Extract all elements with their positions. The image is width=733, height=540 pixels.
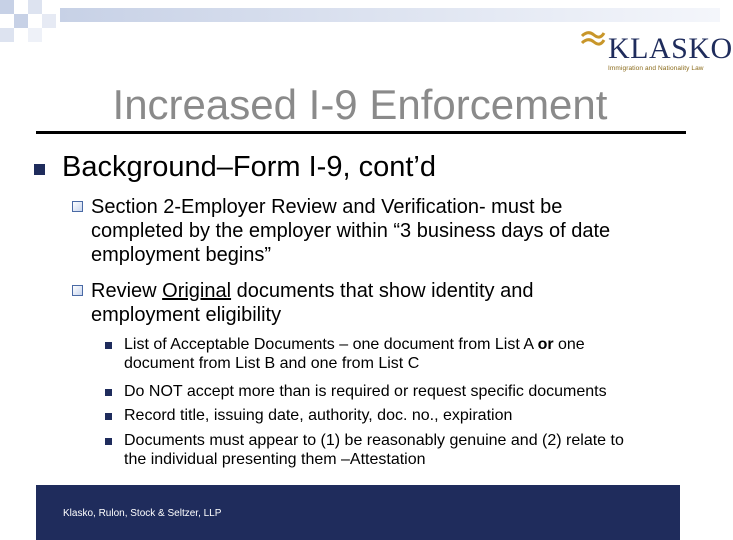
- logo-tagline: Immigration and Nationality Law: [608, 65, 704, 72]
- main-bullet: Background–Form I-9, cont’d: [62, 151, 436, 183]
- detail-item: [124, 431, 624, 469]
- bold-word: or: [537, 336, 554, 353]
- small-bullet-icon: [105, 413, 112, 420]
- small-bullet-icon: [105, 389, 112, 396]
- company-logo: [580, 28, 733, 78]
- sub-bullet-line: Section 2-Employer Review and Verification- must be: [91, 196, 563, 218]
- sub-bullet: [91, 195, 610, 267]
- small-bullet-icon: [105, 438, 112, 445]
- detail-item: [124, 382, 607, 401]
- sub-bullet-line: employment eligibility: [91, 304, 282, 326]
- slide-title: Increased I-9 Enforcement: [112, 81, 608, 128]
- detail-line: the individual presenting them –Attestation: [124, 451, 426, 468]
- footer-bar: [36, 485, 680, 540]
- detail-line: Do NOT accept more than is required or request specific documents: [124, 383, 607, 400]
- detail-line: document from List B and one from List C: [124, 355, 420, 372]
- text-run: one: [553, 336, 585, 353]
- small-bullet-icon: [105, 342, 112, 349]
- sub-bullet: [91, 279, 533, 327]
- title-divider: [36, 131, 686, 134]
- detail-item: [124, 406, 512, 425]
- detail-line: Record title, issuing date, authority, doc. no., expiration: [124, 407, 513, 424]
- detail-line: [124, 335, 585, 354]
- logo-name: KLASKO: [608, 32, 733, 65]
- hollow-bullet-icon: [72, 285, 83, 296]
- sub-bullet-line: [91, 279, 533, 303]
- hollow-bullet-icon: [72, 201, 83, 212]
- text-run: List of Acceptable Documents – one document from List A: [124, 336, 538, 353]
- detail-line: Documents must appear to (1) be reasonably genuine and (2) relate to: [124, 432, 624, 449]
- underlined-word: Original: [162, 280, 232, 302]
- footer-text: Klasko, Rulon, Stock & Seltzer, LLP: [63, 508, 222, 519]
- sub-bullet-line: completed by the employer within “3 business days of date: [91, 220, 611, 242]
- logo-swoosh-icon: [580, 28, 606, 54]
- bullet-square-icon: [34, 164, 45, 175]
- text-run: Review: [91, 280, 163, 302]
- detail-item: [124, 335, 585, 373]
- text-run: documents that show identity and: [231, 280, 534, 302]
- sub-bullet-line: employment begins”: [91, 244, 272, 266]
